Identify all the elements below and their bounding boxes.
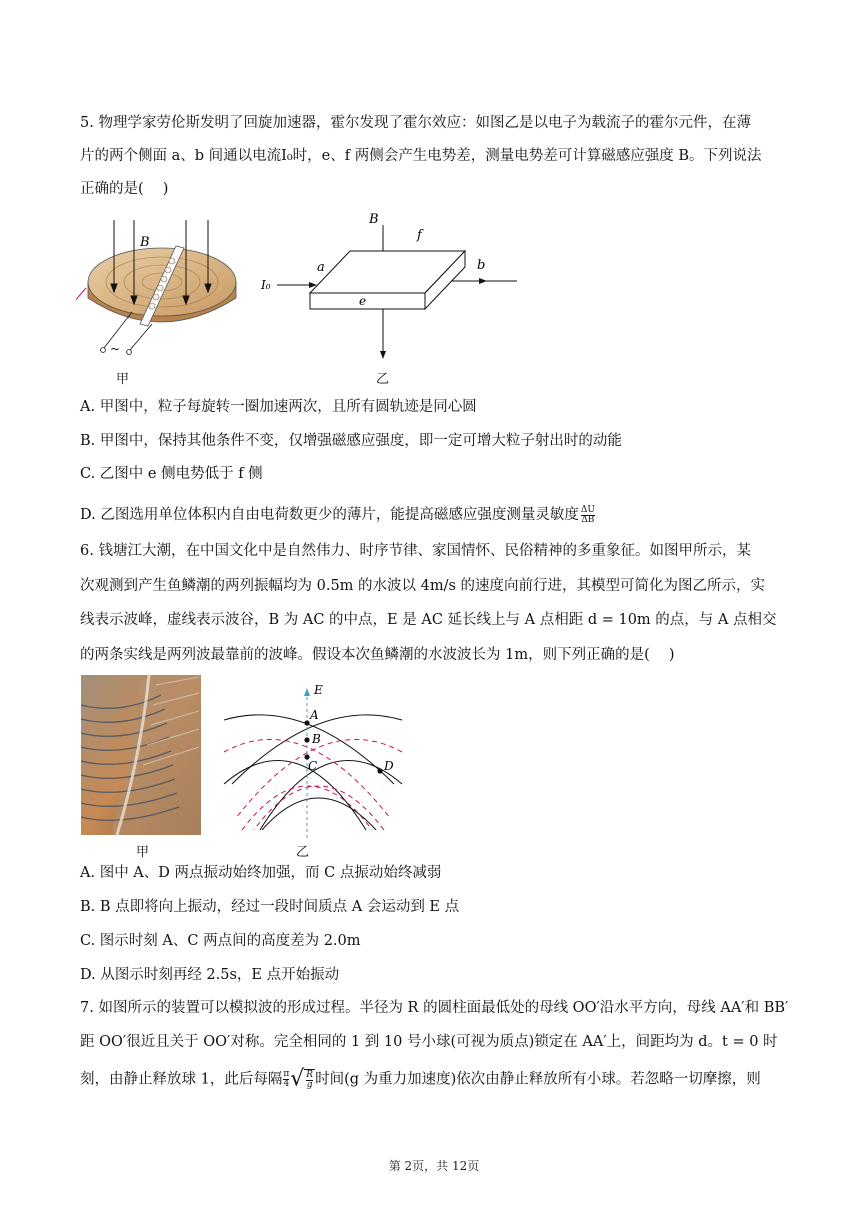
ac-source-symbol: ~: [110, 342, 121, 356]
tidal-bore-photo: [81, 675, 201, 835]
q5-option-c: C. 乙图中 e 侧电势低于 f 侧: [80, 466, 263, 482]
q6-line-1: 6. 钱塘江大潮，在中国文化中是自然伟力、时序节律、家国情怀、民俗精神的多重象征。如图甲所示，某: [80, 543, 751, 559]
hall-e-label: e: [359, 294, 367, 308]
wave-interference-figure: [218, 680, 408, 840]
sqrt-sign: √: [290, 1066, 305, 1092]
hall-a-label: a: [317, 260, 325, 275]
fraction-numerator: ΔU: [580, 504, 595, 515]
wave-c-label: C: [308, 759, 318, 773]
q7-line-3-start: 刻，由静止释放球 1，此后每隔: [80, 1071, 283, 1088]
wave-d-label: D: [384, 759, 394, 773]
q7-line-3-end: 时间(g 为重力加速度)依次由静止释放所有小球。若忽略一切摩擦，则: [315, 1071, 761, 1088]
q6-line-2: 次观测到产生鱼鳞潮的两列振幅均为 0.5m 的水波以 4m/s 的速度向前行进，其模型可简化为图乙所示，实: [80, 578, 766, 594]
q6-fig-jia-caption: 甲: [136, 845, 150, 860]
pi-over-4-fraction: [283, 1070, 289, 1089]
q6-line-3: 线表示波峰，虚线表示波谷，B 为 AC 的中点，E 是 AC 延长线上与 A 点相距 d = 10m 的点，与 A 点相交: [80, 612, 777, 628]
cyclotron-b-label: B: [140, 235, 150, 250]
hall-element-figure: [255, 205, 530, 365]
q6-option-b: B. B 点即将向上振动，经过一段时间质点 A 会运动到 E 点: [80, 899, 460, 915]
q5-option-b: B. 甲图中，保持其他条件不变，仅增强磁感应强度，即一定可增大粒子射出时的动能: [80, 433, 622, 449]
fraction-denominator: ΔB: [581, 514, 595, 525]
q7-line-2: 距 OO′很近且关于 OO′对称。完全相同的 1 到 10 号小球(可视为质点)锁定在 AA′上，间距均为 d。t = 0 时: [80, 1034, 778, 1050]
hall-i0-label: I₀: [261, 278, 271, 292]
r-numerator: R: [306, 1070, 314, 1080]
q7-line-1: 7. 如图所示的装置可以模拟波的形成过程。半径为 R 的圆柱面最低处的母线 OO′沿水平方向，母线 AA′和 BB′: [80, 1000, 789, 1016]
page-footer: 第 2页，共 12页: [388, 1159, 480, 1173]
q5-line-2: 片的两个侧面 a、b 间通以电流I₀时，e、f 两侧会产生电势差，测量电势差可计算磁感应强度 B。下列说法: [80, 148, 762, 164]
q6-option-a: A. 图中 A、D 两点振动始终加强，而 C 点振动始终减弱: [80, 865, 442, 881]
hall-f-label: f: [417, 228, 422, 243]
q5-fig-jia-caption: 甲: [116, 372, 130, 387]
q5-fig-yi-caption: 乙: [376, 372, 390, 387]
wave-a-label: A: [310, 708, 319, 722]
q6-option-d: D. 从图示时刻再经 2.5s，E 点开始振动: [80, 967, 340, 983]
r-over-g-fraction: [304, 1069, 315, 1090]
q6-line-4: 的两条实线是两列波最靠前的波峰。假设本次鱼鳞潮的水波波长为 1m，则下列正确的是( ): [80, 647, 675, 663]
hall-b-label: B: [369, 212, 379, 227]
pi-numerator: π: [283, 1069, 290, 1079]
q6-option-c: C. 图示时刻 A、C 两点间的高度差为 2.0m: [80, 933, 361, 949]
q7-line-3: [80, 1066, 761, 1092]
q5-line-3: 正确的是( ): [80, 181, 169, 197]
sensitivity-fraction: [581, 506, 595, 525]
q5-option-a: A. 甲图中，粒子每旋转一圈加速两次，且所有圆轨迹是同心圆: [80, 399, 477, 415]
cyclotron-figure: [76, 218, 246, 363]
wave-e-label: E: [314, 683, 323, 697]
q6-fig-yi-caption: 乙: [296, 845, 310, 860]
four-denominator: 4: [283, 1079, 290, 1089]
q5-option-d: [80, 505, 595, 525]
g-denominator: g: [306, 1080, 313, 1090]
q5-line-1: 5. 物理学家劳伦斯发明了回旋加速器，霍尔发现了霍尔效应：如图乙是以电子为载流子的霍尔元件，在薄: [80, 115, 751, 131]
wave-b-label: B: [312, 732, 321, 746]
q5-option-d-text: D. 乙图选用单位体积内自由电荷数更少的薄片，能提高磁感应强度测量灵敏度: [80, 507, 579, 523]
hall-b-side-label: b: [477, 258, 486, 273]
